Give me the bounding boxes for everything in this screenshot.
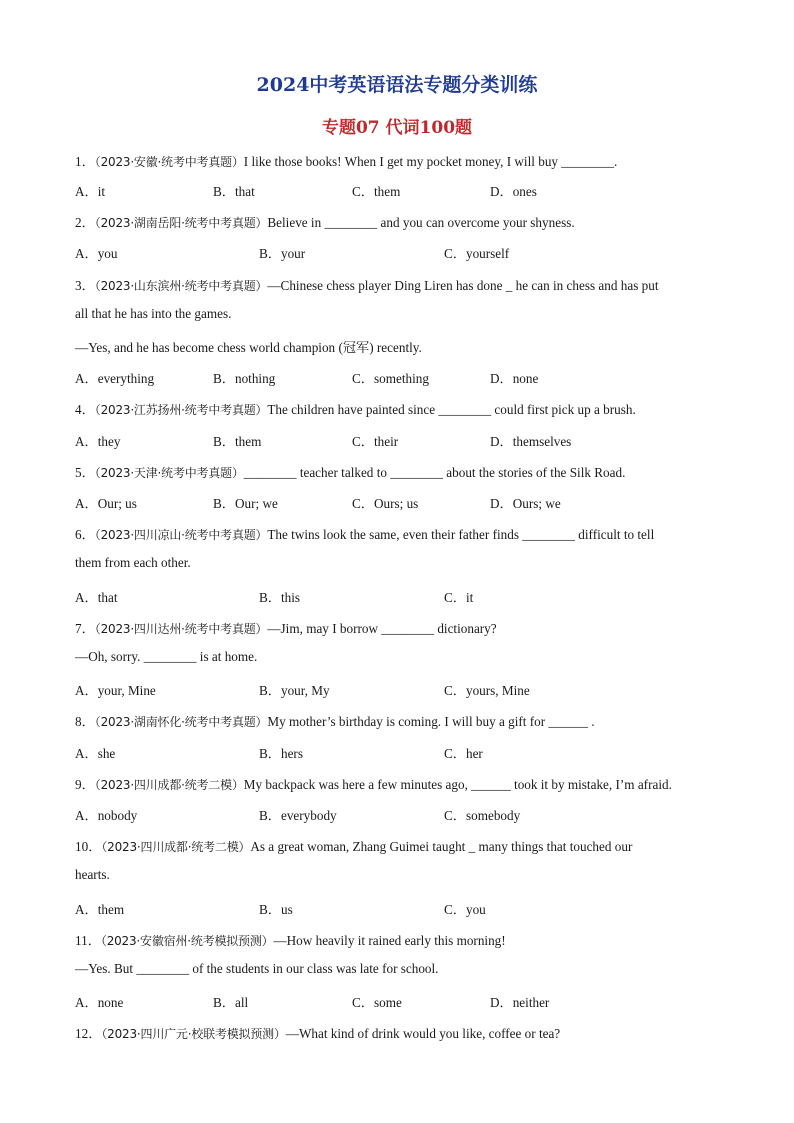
answer-option-d: D．ones [490,184,537,199]
answer-option-d: D．themselves [490,434,572,449]
question-number: 3． [75,278,95,293]
question-number: 10． [75,839,102,854]
answer-option-c: C．something [352,371,429,386]
answer-option-c: C．some [352,995,402,1010]
question-text: The twins look the same, even their father finds ________ difficult to tell [267,527,655,542]
question-11 [75,930,735,949]
answer-option-a: A．nobody [75,808,138,823]
answer-option-a: A．Our; us [75,496,137,511]
question-text: Believe in ________ and you can overcome your shyness. [267,215,575,230]
question-4 [75,399,735,418]
question-text: —How heavily it rained early this morning! [273,933,506,948]
question-source: （2023·天津·统考中考真题） [94,466,244,480]
answer-option-c: C．them [352,184,401,199]
question-12 [75,1023,735,1042]
question-6 [75,524,735,543]
answer-option-b: B．your [259,246,306,261]
answer-option-a: A．none [75,995,124,1010]
question-text: —What kind of drink would you like, coffee or tea? [285,1026,561,1041]
answer-option-b: B．this [259,590,301,605]
answer-option-b: B．everybody [259,808,337,823]
document-subtitle: 专题07 代词100题 [321,118,473,138]
answer-option-a: A．it [75,184,106,199]
question-source: （2023·四川广元·校联考模拟预测） [101,1027,286,1041]
question-source: （2023·安徽·统考中考真题） [94,155,244,169]
question-text: I like those books! When I get my pocket money, I will buy ________. [243,154,618,169]
question-number: 11． [75,933,101,948]
question-number: 5． [75,465,95,480]
answer-option-a: A．she [75,746,116,761]
answer-option-a: A．you [75,246,118,261]
answer-option-a: A．your, Mine [75,683,156,698]
question-source: （2023·四川成都·统考二模） [94,778,244,792]
answer-option-a: A．everything [75,371,155,386]
answer-option-c: C．Ours; us [352,496,419,511]
answer-option-a: A．they [75,434,121,449]
question-continuation: hearts. [75,867,110,882]
question-continuation: —Yes, and he has become chess world champion (冠军) recently. [75,340,422,355]
answer-option-c: C．yourself [444,246,510,261]
answer-option-b: B．that [213,184,255,199]
question-continuation: —Yes. But ________ of the students in our class was late for school. [75,961,439,976]
question-number: 1． [75,154,95,169]
question-9 [75,774,735,793]
question-5 [75,462,735,481]
question-source: （2023·山东滨州·统考中考真题） [94,279,268,293]
answer-option-a: A．that [75,590,118,605]
answer-option-c: C．it [444,590,474,605]
question-10 [75,836,735,855]
question-source: （2023·安徽宿州·统考模拟预测） [100,934,274,948]
answer-option-d: D．neither [490,995,550,1010]
question-1 [75,151,735,170]
answer-option-b: B．nothing [213,371,276,386]
question-text: —Chinese chess player Ding Liren has done _ he can in chess and has put [267,278,659,293]
question-number: 7． [75,621,95,636]
answer-option-b: B．hers [259,746,303,761]
question-source: （2023·湖南岳阳·统考中考真题） [94,216,268,230]
question-text: The children have painted since ________ could first pick up a brush. [267,402,636,417]
question-number: 8． [75,714,95,729]
question-number: 2． [75,215,95,230]
answer-option-b: B．your, My [259,683,330,698]
document-title: 2024中考英语语法专题分类训练 [256,74,538,96]
answer-option-b: B．Our; we [213,496,278,511]
question-source: （2023·四川凉山·统考中考真题） [94,528,268,542]
question-continuation: —Oh, sorry. ________ is at home. [75,649,258,664]
question-8 [75,711,735,730]
answer-option-b: B．us [259,902,293,917]
question-7 [75,618,735,637]
question-2 [75,212,735,231]
question-continuation: them from each other. [75,555,191,570]
question-source: （2023·湖南怀化·统考中考真题） [94,715,268,729]
question-source: （2023·江苏扬州·统考中考真题） [94,403,268,417]
question-text: My backpack was here a few minutes ago, ______ took it by mistake, I’m afraid. [243,777,672,792]
question-source: （2023·四川成都·统考二模） [101,840,251,854]
answer-option-b: B．them [213,434,262,449]
question-text: ________ teacher talked to ________ about the stories of the Silk Road. [243,465,626,480]
question-text: —Jim, may I borrow ________ dictionary? [267,621,497,636]
question-text: My mother’s birthday is coming. I will buy a gift for ______ . [267,714,595,729]
question-number: 6． [75,527,95,542]
answer-option-b: B．all [213,995,249,1010]
question-source: （2023·四川达州·统考中考真题） [94,622,268,636]
question-3 [75,275,735,294]
answer-option-c: C．their [352,434,399,449]
answer-option-d: D．none [490,371,539,386]
answer-option-d: D．Ours; we [490,496,561,511]
question-number: 9． [75,777,95,792]
answer-option-c: C．her [444,746,483,761]
question-continuation: all that he has into the games. [75,306,232,321]
answer-option-c: C．yours, Mine [444,683,530,698]
question-number: 4． [75,402,95,417]
question-number: 12． [75,1026,102,1041]
question-text: As a great woman, Zhang Guimei taught _ many things that touched our [250,839,633,854]
answer-option-c: C．somebody [444,808,521,823]
answer-option-c: C．you [444,902,486,917]
answer-option-a: A．them [75,902,125,917]
